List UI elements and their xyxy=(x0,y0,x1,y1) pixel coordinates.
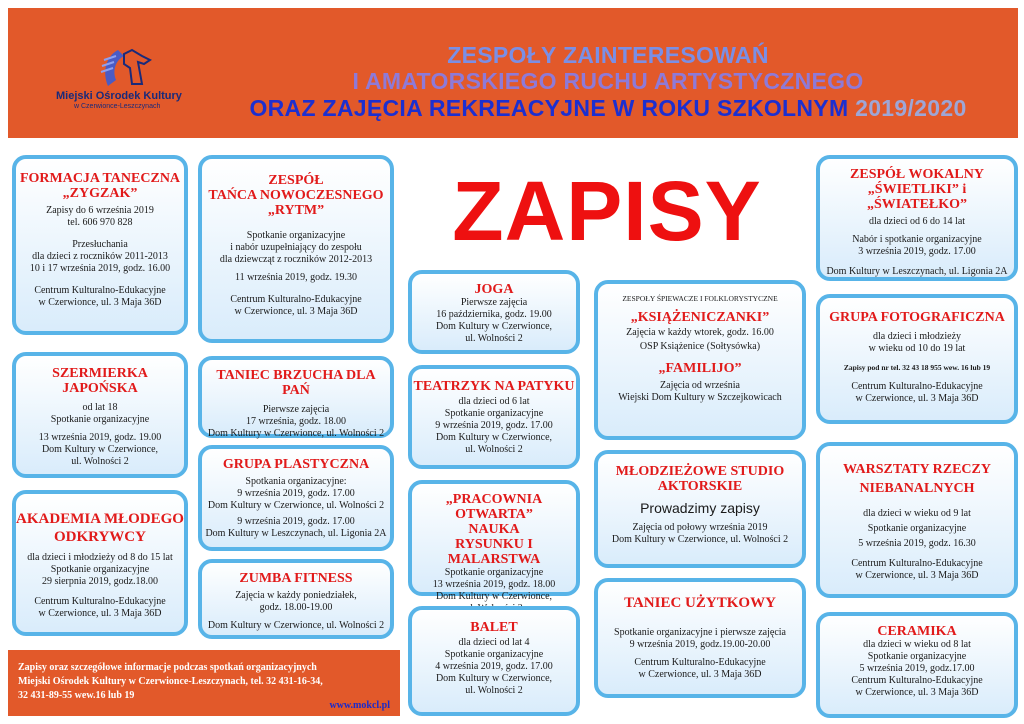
card-akademia xyxy=(12,490,188,636)
card-text: Centrum Kulturalno-Edukacyjne xyxy=(34,285,166,296)
card-text: 9 września 2019, godz. 17.00 xyxy=(435,420,553,431)
footer-line-2: Miejski Ośrodek Kultury w Czerwionce-Leszczynach, tel. 32 431-16-34, xyxy=(18,676,323,687)
card-text: od lat 18 xyxy=(82,402,118,413)
card-text: 9 września 2019, godz. 17.00 xyxy=(237,488,355,499)
card-zumba xyxy=(198,559,394,639)
card-text: ul. Wolności 2 xyxy=(465,685,523,696)
card-heading: „ŚWIETLIKI” i „ŚWIATEŁKO” xyxy=(866,182,968,212)
card-text: dla dziewcząt z roczników 2012-2013 xyxy=(219,254,373,265)
card-text: 5 września 2019, godz. 16.30 xyxy=(858,538,976,549)
card-ceramika xyxy=(816,612,1018,718)
card-text: ul. Wolności 2 xyxy=(71,456,129,467)
card-text: dla dzieci od 6 do 14 lat xyxy=(868,216,966,227)
card-heading: ODKRYWCY xyxy=(54,529,146,545)
card-text: Dom Kultury w Czerwionce, ul. Wolności 2 xyxy=(207,500,385,511)
footer-website-link[interactable]: www.mokcl.pl xyxy=(329,700,390,711)
card-text: Zajęcia od września xyxy=(660,380,740,391)
card-text: ul. Wolności 2 xyxy=(465,333,523,344)
card-heading: MŁODZIEŻOWE STUDIO xyxy=(615,464,785,479)
card-text: Spotkanie organizacyjne xyxy=(444,567,544,578)
card-text: w wieku od 10 do 19 lat xyxy=(868,343,966,354)
card-heading: „KSIĄŻENICZANKI” xyxy=(630,310,770,325)
card-text: Dom Kultury w Czerwionce, ul. Wolności 2 xyxy=(207,620,385,631)
card-zygzak xyxy=(12,155,188,335)
header-banner xyxy=(8,8,1018,138)
card-text: Centrum Kulturalno-Edukacyjne xyxy=(230,294,362,305)
card-text: OSP Książenice (Sołtysówka) xyxy=(639,341,761,352)
card-balet xyxy=(408,606,580,716)
card-text: Dom Kultury w Czerwionce, xyxy=(41,444,159,455)
card-heading: TANIEC UŻYTKOWY xyxy=(624,595,776,611)
card-pracownia xyxy=(408,480,580,602)
card-text: 3 września 2019, godz. 17.00 xyxy=(858,246,976,257)
card-text: Zajęcia w każdy wtorek, godz. 16.00 xyxy=(626,327,774,338)
card-text: 10 i 17 września 2019, godz. 16.00 xyxy=(29,263,171,274)
card-text: w Czerwionce, ul. 3 Maja 36D xyxy=(855,687,979,698)
footer-line-3: 32 431-89-55 wew.16 lub 19 xyxy=(18,690,135,701)
card-text: dla dzieci od lat 4 xyxy=(458,637,530,648)
card-text: Nabór i spotkanie organizacyjne xyxy=(852,234,982,245)
card-text: 5 września 2019, godz.17.00 xyxy=(859,663,975,674)
card-text: w Czerwionce, ul. 3 Maja 36D xyxy=(855,393,979,404)
card-text: Dom Kultury w Leszczynach, ul. Ligonia 2A xyxy=(826,266,1008,277)
title-year: 2019/2020 xyxy=(855,95,967,121)
card-text: Dom Kultury w Czerwionce, xyxy=(435,321,553,332)
card-text: dla dzieci z roczników 2011-2013 xyxy=(32,251,168,262)
card-text: 9 września 2019, godz. 17.00 xyxy=(237,516,355,527)
card-highlight: Prowadzimy zapisy xyxy=(640,500,760,516)
card-text: Spotkanie organizacyjne xyxy=(444,408,544,419)
card-text: Spotkanie organizacyjne xyxy=(50,564,150,575)
card-heading: GRUPA PLASTYCZNA xyxy=(222,457,370,472)
card-text: 11 września 2019, godz. 19.30 xyxy=(234,272,358,283)
logo xyxy=(46,50,216,110)
card-heading: WARSZTATY RZECZY xyxy=(843,462,991,477)
card-subheading: ZESPOŁY ŚPIEWACZE I FOLKLORYSTYCZNE xyxy=(622,294,778,303)
card-text: Spotkanie organizacyjne i pierwsze zajęcia xyxy=(614,627,786,638)
card-text: Centrum Kulturalno-Edukacyjne xyxy=(851,558,983,569)
card-text: Pierwsze zajęcia xyxy=(460,297,528,308)
card-teatrzyk xyxy=(408,365,580,469)
card-heading: JOGA xyxy=(474,282,514,297)
card-text: 4 września 2019, godz. 17.00 xyxy=(435,661,553,672)
card-text: 13 września 2019, godz. 18.00 xyxy=(432,579,556,590)
logo-name: Miejski Ośrodek Kultury xyxy=(56,90,182,102)
card-heading: CERAMIKA xyxy=(877,624,957,639)
card-warsztaty xyxy=(816,442,1018,598)
card-text: Zajęcia w każdy poniedziałek, xyxy=(235,590,357,601)
card-text: dla dzieci w wieku od 8 lat xyxy=(863,639,971,650)
card-heading: NAUKA xyxy=(468,522,520,537)
footer-line-1: Zapisy oraz szczegółowe informacje podczas spotkań organizacyjnych xyxy=(18,662,317,673)
card-heading: TAŃCA NOWOCZESNEGO xyxy=(208,188,384,203)
card-text: Spotkanie organizacyjne xyxy=(867,523,967,534)
card-text: Centrum Kulturalno-Edukacyjne xyxy=(634,657,766,668)
card-studio xyxy=(594,450,806,568)
card-fotograficzna xyxy=(816,294,1018,424)
card-text: Dom Kultury w Czerwionce, ul. Wolności 2 xyxy=(611,534,789,545)
card-heading: RYSUNKU I MALARSTWA xyxy=(447,537,541,567)
card-heading: TANIEC BRZUCHA DLA PAŃ xyxy=(216,368,376,398)
card-text: w Czerwionce, ul. 3 Maja 36D xyxy=(638,669,762,680)
card-text: Pierwsze zajęcia xyxy=(262,404,330,415)
card-heading: BALET xyxy=(470,620,518,635)
card-heading: AKTORSKIE xyxy=(657,479,743,494)
card-plastyczna xyxy=(198,445,394,551)
card-text: Dom Kultury w Leszczynach, ul. Ligonia 2A xyxy=(205,528,387,539)
card-swietliki xyxy=(816,155,1018,281)
card-heading: SZERMIERKA xyxy=(52,366,148,381)
card-text: w Czerwionce, ul. 3 Maja 36D xyxy=(855,570,979,581)
card-text: 16 października, godz. 19.00 xyxy=(436,309,552,320)
card-phone: Zapisy pod nr tel. 32 43 18 955 wew. 16 lub 19 xyxy=(843,363,991,372)
card-text: ul. Wolności 2 xyxy=(465,444,523,455)
card-heading: NIEBANALNYCH xyxy=(859,481,975,496)
footer-banner xyxy=(8,650,400,716)
card-text: Centrum Kulturalno-Edukacyjne xyxy=(851,381,983,392)
card-text: Zajęcia od połowy września 2019 xyxy=(632,522,768,533)
card-text: Zapisy do 6 września 2019 xyxy=(46,205,154,216)
title-line-3-text: ORAZ ZAJĘCIA REKREACYJNE W ROKU SZKOLNYM xyxy=(249,95,849,121)
card-text: Centrum Kulturalno-Edukacyjne xyxy=(34,596,166,607)
card-heading: GRUPA FOTOGRAFICZNA xyxy=(829,310,1005,325)
card-taniec-brzucha xyxy=(198,356,394,438)
card-text: i nabór uzupełniający do zespołu xyxy=(230,242,362,253)
card-heading: ZUMBA FITNESS xyxy=(239,571,353,586)
card-text: w Czerwionce, ul. 3 Maja 36D xyxy=(234,306,358,317)
card-text: tel. 606 970 828 xyxy=(67,217,133,228)
card-zespoly xyxy=(594,280,806,440)
card-text: Spotkania organizacyjne: xyxy=(245,476,347,487)
title-line-2: I AMATORSKIEGO RUCHU ARTYSTYCZNEGO xyxy=(352,68,864,94)
card-rytm xyxy=(198,155,394,343)
card-heading: ZESPÓŁ WOKALNY xyxy=(850,167,984,182)
card-heading: „FAMILIJO” xyxy=(658,361,742,376)
card-text: Dom Kultury w Czerwionce, xyxy=(435,432,553,443)
card-taniec-uzytkowy xyxy=(594,578,806,698)
card-text: w Czerwionce, ul. 3 Maja 36D xyxy=(38,297,162,308)
card-heading: FORMACJA TANECZNA xyxy=(19,171,181,186)
card-text: 29 sierpnia 2019, godz.18.00 xyxy=(41,576,159,587)
card-text: Przesłuchania xyxy=(72,239,128,250)
card-text: w Czerwionce, ul. 3 Maja 36D xyxy=(38,608,162,619)
card-heading: „ZYGZAK” xyxy=(62,186,138,201)
card-text: dla dzieci i młodzieży od 8 do 15 lat xyxy=(27,552,173,563)
card-text: dla dzieci w wieku od 9 lat xyxy=(863,508,971,519)
card-text: Centrum Kulturalno-Edukacyjne xyxy=(851,675,983,686)
main-title: ZAPISY xyxy=(452,164,762,258)
title-line-3 xyxy=(208,95,1008,121)
card-heading: „RYTM” xyxy=(267,203,325,218)
card-text: Dom Kultury w Czerwionce, xyxy=(435,673,553,684)
card-heading: ZESPÓŁ xyxy=(268,173,324,188)
logo-location: w Czerwionce-Leszczynach xyxy=(74,103,161,110)
card-text: dla dzieci i młodzieży xyxy=(872,331,962,342)
card-text: Wiejski Dom Kultury w Szczejkowicach xyxy=(618,392,782,403)
card-szermierka xyxy=(12,352,188,478)
card-joga xyxy=(408,270,580,354)
card-text: Spotkanie organizacyjne xyxy=(246,230,346,241)
card-text: dla dzieci od 6 lat xyxy=(458,396,530,407)
card-heading: TEATRZYK NA PATYKU xyxy=(413,379,575,394)
card-text: Spotkanie organizacyjne xyxy=(867,651,967,662)
card-text: 9 września 2019, godz.19.00-20.00 xyxy=(629,639,771,650)
card-text: 17 września, godz. 18.00 xyxy=(246,416,346,427)
card-text: Dom Kultury w Czerwionce, ul. Wolności 2 xyxy=(207,428,385,439)
card-heading: JAPOŃSKA xyxy=(62,381,138,396)
card-text: godz. 18.00-19.00 xyxy=(259,602,333,613)
card-heading: AKADEMIA MŁODEGO xyxy=(16,511,184,527)
card-text: Dom Kultury w Czerwionce, xyxy=(435,591,553,602)
card-text: Spotkanie organizacyjne xyxy=(50,414,150,425)
card-heading: „PRACOWNIA OTWARTA” xyxy=(445,492,543,522)
title-line-1: ZESPOŁY ZAINTERESOWAŃ xyxy=(447,42,769,68)
card-text: Spotkanie organizacyjne xyxy=(444,649,544,660)
card-text: 13 września 2019, godz. 19.00 xyxy=(38,432,162,443)
